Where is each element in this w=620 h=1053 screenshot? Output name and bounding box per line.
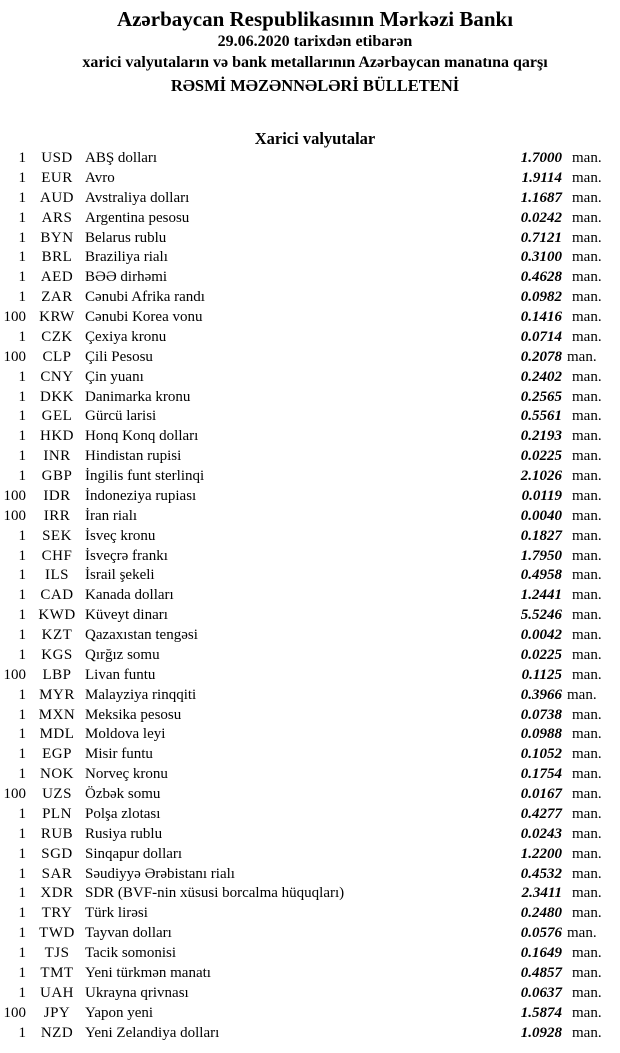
row-quantity: 1 — [18, 209, 26, 226]
table-row — [0, 248, 620, 268]
row-currency-name: Tayvan dolları — [85, 925, 172, 942]
row-rate: 1.0928 — [520, 1024, 562, 1041]
row-quantity: 1 — [18, 905, 26, 922]
row-rate: 0.4532 — [520, 865, 562, 882]
row-currency-name: İngilis funt sterlinqi — [85, 468, 205, 484]
row-currency-code: MYR — [39, 686, 75, 703]
row-currency-name: Türk lirəsi — [85, 905, 148, 922]
row-rate: 0.0119 — [521, 487, 562, 504]
row-rate: 0.1754 — [520, 766, 562, 783]
row-rate: 0.4277 — [520, 805, 562, 822]
row-currency-name: Çin yuanı — [85, 368, 144, 385]
row-rate: 0.0576 — [520, 925, 562, 942]
row-currency-code: GEL — [41, 408, 73, 425]
row-rate: 0.4857 — [520, 964, 562, 981]
row-rate: 0.0637 — [520, 984, 562, 1001]
row-currency-name: İndoneziya rupiası — [85, 487, 197, 504]
table-row — [0, 447, 620, 467]
row-currency-code: NOK — [40, 766, 74, 783]
row-currency-name: Tacik somonisi — [85, 945, 177, 961]
table-row — [0, 646, 620, 666]
row-currency-name: Yeni türkmən manatı — [85, 964, 211, 981]
table-row — [0, 308, 620, 328]
row-quantity: 1 — [18, 587, 26, 604]
row-quantity: 1 — [18, 627, 26, 643]
row-quantity: 1 — [18, 766, 26, 783]
row-unit: man. — [572, 666, 602, 683]
row-rate: 2.3411 — [521, 885, 562, 902]
row-currency-name: ABŞ dolları — [85, 150, 158, 166]
row-unit: man. — [567, 925, 597, 942]
row-quantity: 100 — [3, 786, 26, 802]
table-row — [0, 805, 620, 825]
row-quantity: 1 — [18, 925, 26, 942]
row-quantity: 100 — [3, 348, 26, 365]
row-quantity: 1 — [18, 984, 26, 1001]
row-currency-name: Avro — [85, 169, 115, 186]
table-row — [0, 407, 620, 427]
row-currency-name: İsveçrə frankı — [85, 547, 168, 564]
row-unit: man. — [572, 468, 602, 484]
row-currency-name: Küveyt dinarı — [85, 607, 168, 624]
row-currency-code: EGP — [42, 746, 72, 763]
row-quantity: 1 — [18, 408, 26, 425]
table-row — [0, 865, 620, 885]
table-row — [0, 666, 620, 686]
table-row — [0, 725, 620, 745]
row-currency-code: MDL — [39, 726, 75, 743]
row-currency-code: AUD — [40, 189, 74, 206]
row-currency-name: Misir funtu — [85, 746, 153, 763]
table-row — [0, 944, 620, 964]
row-rate: 0.5561 — [520, 408, 562, 425]
row-currency-code: TMT — [40, 964, 74, 981]
row-rate: 2.1026 — [520, 468, 562, 484]
row-currency-code: ILS — [45, 567, 69, 584]
row-unit: man. — [572, 706, 602, 723]
row-currency-code: RUB — [40, 825, 74, 842]
row-unit: man. — [572, 786, 602, 802]
row-currency-code: JPY — [43, 1004, 71, 1021]
row-currency-name: Özbək somu — [85, 786, 161, 802]
row-rate: 0.3100 — [520, 249, 562, 266]
row-rate: 0.0167 — [520, 786, 562, 802]
row-currency-code: KWD — [38, 607, 76, 624]
row-unit: man. — [572, 150, 602, 166]
row-unit: man. — [572, 964, 602, 981]
row-rate: 0.1052 — [520, 746, 562, 763]
table-row — [0, 686, 620, 706]
row-unit: man. — [572, 567, 602, 584]
row-unit: man. — [567, 348, 597, 365]
row-currency-code: SEK — [42, 527, 72, 544]
row-currency-code: HKD — [40, 428, 74, 445]
row-rate: 1.7950 — [520, 547, 562, 564]
row-quantity: 1 — [18, 845, 26, 862]
row-unit: man. — [572, 289, 602, 306]
row-unit: man. — [572, 865, 602, 882]
table-row — [0, 984, 620, 1004]
row-unit: man. — [572, 328, 602, 345]
row-quantity: 1 — [18, 547, 26, 564]
row-rate: 0.2480 — [520, 905, 562, 922]
row-quantity: 1 — [18, 468, 26, 484]
row-unit: man. — [572, 805, 602, 822]
row-quantity: 1 — [18, 269, 26, 286]
row-rate: 0.0225 — [520, 646, 562, 663]
row-quantity: 1 — [18, 825, 26, 842]
row-rate: 0.0042 — [520, 627, 562, 643]
row-rate: 1.2441 — [520, 587, 562, 604]
row-currency-code: INR — [43, 448, 71, 465]
row-quantity: 1 — [18, 328, 26, 345]
row-quantity: 1 — [18, 805, 26, 822]
row-rate: 0.2078 — [520, 348, 562, 365]
row-quantity: 1 — [18, 746, 26, 763]
row-currency-code: USD — [41, 150, 73, 166]
table-row — [0, 427, 620, 447]
row-unit: man. — [572, 825, 602, 842]
row-currency-name: Səudiyyə Ərəbistanı rialı — [85, 865, 235, 882]
row-unit: man. — [572, 309, 602, 325]
row-unit: man. — [572, 209, 602, 226]
row-currency-name: Cənubi Korea vonu — [85, 309, 203, 325]
row-quantity: 1 — [18, 686, 26, 703]
row-unit: man. — [572, 905, 602, 922]
bulletin-title: RƏSMİ MƏZƏNNƏLƏRİ BÜLLETENİ — [170, 76, 460, 95]
row-currency-name: BƏƏ dirhəmi — [85, 269, 168, 286]
effective-date: 29.06.2020 tarixdən etibarən — [217, 33, 413, 50]
row-currency-code: CNY — [40, 368, 74, 385]
table-row — [0, 884, 620, 904]
row-rate: 0.0242 — [520, 209, 562, 226]
table-row — [0, 209, 620, 229]
row-currency-name: SDR (BVF-nin xüsusi borcalma hüquqları) — [85, 885, 345, 902]
row-unit: man. — [567, 686, 597, 703]
row-currency-code: PLN — [42, 805, 72, 822]
row-currency-code: KGS — [41, 646, 73, 663]
row-rate: 1.9114 — [521, 169, 562, 186]
row-currency-code: XDR — [40, 885, 74, 902]
row-rate: 0.4958 — [520, 567, 562, 584]
row-currency-name: Meksika pesosu — [85, 706, 182, 723]
row-currency-name: Honq Konq dolları — [85, 428, 199, 445]
table-row — [0, 924, 620, 944]
row-currency-code: CLP — [42, 348, 72, 365]
row-currency-name: Polşa zlotası — [85, 805, 161, 822]
row-rate: 0.0714 — [520, 328, 562, 345]
table-row — [0, 348, 620, 368]
bank-title: Azərbaycan Respublikasının Mərkəzi Bankı — [116, 7, 514, 31]
row-currency-code: NZD — [40, 1024, 74, 1041]
row-currency-code: KZT — [41, 627, 73, 643]
row-unit: man. — [572, 388, 602, 405]
row-rate: 0.2193 — [520, 428, 562, 445]
table-row — [0, 189, 620, 209]
row-rate: 5.5246 — [520, 607, 562, 624]
table-row — [0, 606, 620, 626]
row-unit: man. — [572, 527, 602, 544]
row-rate: 0.2565 — [520, 388, 562, 405]
row-quantity: 1 — [18, 607, 26, 624]
row-currency-code: IDR — [43, 487, 71, 504]
row-quantity: 1 — [18, 189, 26, 206]
row-rate: 0.2402 — [520, 368, 562, 385]
table-row — [0, 149, 620, 169]
row-unit: man. — [572, 448, 602, 465]
row-quantity: 1 — [18, 885, 26, 902]
table-row — [0, 765, 620, 785]
table-row — [0, 507, 620, 527]
row-currency-name: Moldova leyi — [85, 726, 166, 743]
row-currency-code: BRL — [41, 249, 73, 266]
row-unit: man. — [572, 428, 602, 445]
row-quantity: 1 — [18, 964, 26, 981]
row-quantity: 1 — [18, 945, 26, 961]
table-row — [0, 328, 620, 348]
bulletin-header — [0, 0, 620, 97]
row-rate: 1.2200 — [520, 845, 562, 862]
table-row — [0, 626, 620, 646]
row-currency-name: Cənubi Afrika randı — [85, 289, 205, 306]
table-row — [0, 229, 620, 249]
table-row — [0, 1004, 620, 1024]
row-currency-name: İran rialı — [85, 507, 138, 524]
row-currency-name: Hindistan rupisi — [85, 448, 182, 465]
table-row — [0, 706, 620, 726]
table-row — [0, 825, 620, 845]
row-currency-code: TWD — [39, 925, 75, 942]
row-quantity: 1 — [18, 229, 26, 246]
row-rate: 0.0988 — [520, 726, 562, 743]
row-unit: man. — [572, 845, 602, 862]
row-unit: man. — [572, 984, 602, 1001]
table-row — [0, 586, 620, 606]
row-rate: 1.5874 — [520, 1004, 562, 1021]
row-currency-code: LBP — [42, 666, 72, 683]
table-row — [0, 527, 620, 547]
row-currency-code: ARS — [41, 209, 73, 226]
row-rate: 1.1687 — [520, 189, 562, 206]
row-unit: man. — [572, 646, 602, 663]
row-rate: 0.0982 — [520, 289, 562, 306]
table-row — [0, 169, 620, 189]
row-quantity: 1 — [18, 726, 26, 743]
row-rate: 1.7000 — [520, 150, 562, 166]
row-currency-name: Norveç kronu — [85, 766, 168, 783]
row-currency-name: İsrail şekeli — [85, 567, 155, 584]
row-currency-code: EUR — [41, 169, 73, 186]
row-quantity: 1 — [18, 646, 26, 663]
row-currency-code: DKK — [40, 388, 74, 405]
row-currency-name: Yapon yeni — [85, 1004, 154, 1021]
table-row — [0, 467, 620, 487]
row-currency-name: Rusiya rublu — [85, 825, 163, 842]
row-currency-code: TRY — [41, 905, 73, 922]
row-currency-name: Çexiya kronu — [85, 328, 167, 345]
row-rate: 0.1827 — [520, 527, 562, 544]
table-row — [0, 487, 620, 507]
row-currency-code: ZAR — [41, 289, 73, 306]
table-row — [0, 745, 620, 765]
row-currency-code: TJS — [44, 945, 70, 961]
row-currency-name: Yeni Zelandiya dolları — [85, 1024, 220, 1041]
row-quantity: 100 — [3, 507, 26, 524]
row-currency-code: GBP — [41, 468, 73, 484]
table-row — [0, 904, 620, 924]
row-rate: 0.4628 — [520, 269, 562, 286]
row-quantity: 100 — [3, 666, 26, 683]
row-quantity: 1 — [18, 448, 26, 465]
row-rate: 0.0738 — [520, 706, 562, 723]
table-row — [0, 964, 620, 984]
row-unit: man. — [572, 945, 602, 961]
row-rate: 0.0243 — [520, 825, 562, 842]
row-currency-code: MXN — [38, 706, 76, 723]
row-unit: man. — [572, 487, 602, 504]
row-currency-name: Danimarka kronu — [85, 388, 191, 405]
row-currency-name: Qazaxıstan tengəsi — [85, 627, 198, 643]
row-currency-code: KRW — [39, 309, 75, 325]
row-quantity: 1 — [18, 527, 26, 544]
row-quantity: 100 — [3, 309, 26, 325]
row-rate: 0.7121 — [520, 229, 562, 246]
row-currency-name: Kanada dolları — [85, 587, 174, 604]
row-currency-code: SGD — [41, 845, 73, 862]
row-unit: man. — [572, 885, 602, 902]
row-unit: man. — [572, 547, 602, 564]
row-unit: man. — [572, 607, 602, 624]
row-unit: man. — [572, 1024, 602, 1041]
row-unit: man. — [572, 587, 602, 604]
row-currency-name: Argentina pesosu — [85, 209, 190, 226]
table-row — [0, 1024, 620, 1044]
table-row — [0, 785, 620, 805]
row-quantity: 100 — [3, 1004, 26, 1021]
row-currency-code: CAD — [40, 587, 74, 604]
table-row — [0, 288, 620, 308]
row-quantity: 1 — [18, 1024, 26, 1041]
row-currency-code: AED — [40, 269, 74, 286]
table-row — [0, 566, 620, 586]
row-rate: 0.3966 — [520, 686, 562, 703]
row-unit: man. — [572, 507, 602, 524]
row-quantity: 1 — [18, 388, 26, 405]
row-unit: man. — [572, 726, 602, 743]
row-currency-name: İsveç kronu — [85, 527, 156, 544]
row-currency-name: Sinqapur dolları — [85, 845, 183, 862]
row-rate: 0.1125 — [521, 666, 562, 683]
row-currency-code: UZS — [42, 786, 72, 802]
row-currency-name: Livan funtu — [85, 666, 156, 683]
row-currency-code: UAH — [40, 984, 74, 1001]
row-currency-name: Braziliya rialı — [85, 249, 168, 266]
row-currency-code: CZK — [41, 328, 73, 345]
row-currency-name: Gürcü larisi — [85, 408, 157, 425]
table-row — [0, 388, 620, 408]
row-quantity: 1 — [18, 567, 26, 584]
row-rate: 0.0225 — [520, 448, 562, 465]
row-rate: 0.1416 — [520, 309, 562, 325]
row-quantity: 1 — [18, 865, 26, 882]
row-currency-code: CHF — [41, 547, 73, 564]
row-unit: man. — [572, 766, 602, 783]
row-currency-name: Avstraliya dolları — [85, 189, 190, 206]
row-quantity: 1 — [18, 150, 26, 166]
table-row — [0, 547, 620, 567]
row-unit: man. — [572, 1004, 602, 1021]
row-unit: man. — [572, 269, 602, 286]
row-currency-name: Malayziya rinqqiti — [85, 686, 197, 703]
row-currency-name: Qırğız somu — [85, 646, 160, 663]
currency-table — [0, 149, 620, 1043]
table-row — [0, 845, 620, 865]
row-quantity: 1 — [18, 169, 26, 186]
row-quantity: 1 — [18, 249, 26, 266]
subject-line: xarici valyutaların və bank metallarının Azərbaycan manatına qarşı — [82, 54, 548, 71]
table-row — [0, 268, 620, 288]
row-rate: 0.0040 — [520, 507, 562, 524]
row-unit: man. — [572, 229, 602, 246]
row-currency-code: BYN — [40, 229, 74, 246]
row-currency-name: Çili Pesosu — [85, 348, 153, 365]
row-unit: man. — [572, 408, 602, 425]
row-unit: man. — [572, 189, 602, 206]
row-currency-code: IRR — [43, 507, 71, 524]
table-row — [0, 368, 620, 388]
row-quantity: 1 — [18, 428, 26, 445]
row-currency-code: SAR — [41, 865, 73, 882]
row-unit: man. — [572, 746, 602, 763]
row-rate: 0.1649 — [520, 945, 562, 961]
row-quantity: 1 — [18, 706, 26, 723]
row-quantity: 100 — [3, 487, 26, 504]
row-quantity: 1 — [18, 289, 26, 306]
row-quantity: 1 — [18, 368, 26, 385]
row-currency-name: Ukrayna qrivnası — [85, 984, 189, 1001]
row-unit: man. — [572, 169, 602, 186]
section-title: Xarici valyutalar — [254, 129, 376, 148]
row-unit: man. — [572, 368, 602, 385]
row-currency-name: Belarus rublu — [85, 229, 167, 246]
row-unit: man. — [572, 249, 602, 266]
row-unit: man. — [572, 627, 602, 643]
